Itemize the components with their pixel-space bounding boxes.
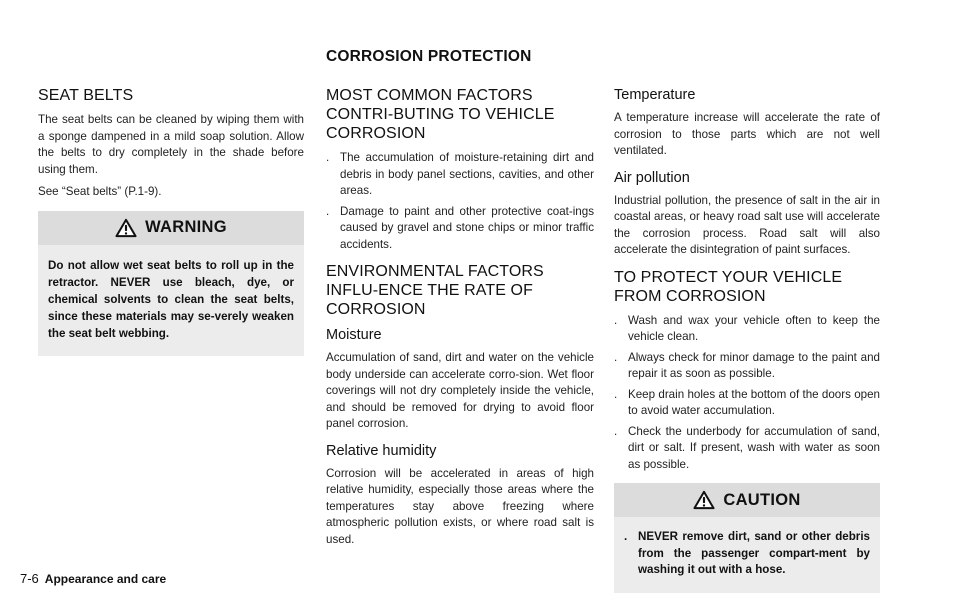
seat-belts-reference: See “Seat belts” (P.1-9). (38, 185, 162, 198)
page-number: 7-6 (20, 571, 39, 586)
caution-header (614, 483, 880, 517)
section-heading-common-factors: MOST COMMON FACTORS CONTRI-BUTING TO VEHICLE CORROSION (326, 87, 555, 142)
caution-item (624, 529, 870, 579)
section-heading-environmental-factors: ENVIRONMENTAL FACTORS INFLU-ENCE THE RATE OF CORROSION (326, 263, 544, 318)
bullet: . (326, 151, 330, 164)
temperature-paragraph: A temperature increase will accelerate the rate of corrosion to those parts which are not well ventilated. (614, 111, 880, 157)
warning-box (38, 211, 304, 356)
section-heading-protect-vehicle: TO PROTECT YOUR VEHICLE FROM CORROSION (614, 268, 843, 305)
bullet: . (326, 204, 330, 218)
list-item (614, 350, 880, 383)
common-factors-list (326, 150, 594, 253)
warning-label: WARNING (145, 218, 227, 236)
list-item-text: Keep drain holes at the bottom of the doors open to avoid water accumulation. (628, 387, 880, 417)
list-item (326, 204, 594, 254)
list-item (614, 387, 880, 420)
caution-text: NEVER remove dirt, sand or other debris from the passenger compart-ment by washing it out with a hose. (638, 530, 870, 576)
warning-header (38, 211, 304, 245)
moisture-paragraph: Accumulation of sand, dirt and water on the vehicle body underside can accelerate corro-sion. Wet floor coverings will not dry completely inside the vehicle, and should be removed for drying to avoid floor panel corrosion. (326, 351, 594, 430)
section-heading-seat-belts: SEAT BELTS (38, 87, 134, 104)
humidity-paragraph: Corrosion will be accelerated in areas of high relative humidity, especially those areas where the temperatures stay above freezing where atmospheric pollution exists, or where road salt is used. (326, 466, 594, 546)
caution-box (614, 483, 880, 593)
column-seat-belts (38, 86, 304, 356)
subheading-air-pollution: Air pollution (614, 169, 690, 186)
bullet: . (614, 313, 618, 327)
page-footer (20, 571, 166, 586)
warning-text: Do not allow wet seat belts to roll up in the retractor. NEVER use bleach, dye, or chemical solvents to clean the seat belts, since these materials may se-verely weaken the seat belt webbing. (48, 258, 294, 340)
page-title: CORROSION PROTECTION (326, 48, 532, 65)
air-pollution-paragraph: Industrial pollution, the presence of salt in the air in coastal areas, or heavy road salt use will accelerate the corrosion process. Road salt will also accelerate the disintegration of paint surfaces. (614, 193, 880, 256)
list-item-text: Check the underbody for accumulation of sand, dirt or salt. If present, wash with water as soon as possible. (628, 424, 880, 471)
warning-triangle-icon (115, 218, 137, 238)
list-item-text: The accumulation of moisture-retaining dirt and debris in body panel sections, cavities, and other areas. (340, 151, 594, 197)
column-protection (614, 86, 880, 593)
list-item (614, 424, 880, 474)
subheading-relative-humidity: Relative humidity (326, 442, 437, 459)
warning-triangle-icon (693, 490, 715, 510)
protect-vehicle-list (614, 313, 880, 474)
list-item-text: Always check for minor damage to the paint and repair it as soon as possible. (628, 350, 880, 380)
list-item-text: Wash and wax your vehicle often to keep the vehicle clean. (628, 313, 880, 343)
bullet: . (614, 387, 618, 401)
subheading-moisture: Moisture (326, 327, 382, 343)
list-item (326, 150, 594, 200)
caution-label: CAUTION (723, 490, 801, 509)
footer-section-title: Appearance and care (44, 572, 167, 586)
bullet: . (624, 530, 628, 543)
list-item-text: Damage to paint and other protective coat-ings caused by gravel and stone chips or minor traffic accidents. (340, 204, 594, 251)
list-item (614, 313, 880, 346)
caution-body (614, 517, 880, 593)
seat-belts-paragraph: The seat belts can be cleaned by wiping them with a sponge dampened in a mild soap solution. Allow the belts to dry completely in the shade before using them. (38, 113, 304, 176)
column-corrosion-factors (326, 86, 594, 554)
bullet: . (614, 424, 618, 438)
warning-body (38, 245, 304, 356)
bullet: . (614, 350, 618, 364)
subheading-temperature: Temperature (614, 87, 696, 103)
